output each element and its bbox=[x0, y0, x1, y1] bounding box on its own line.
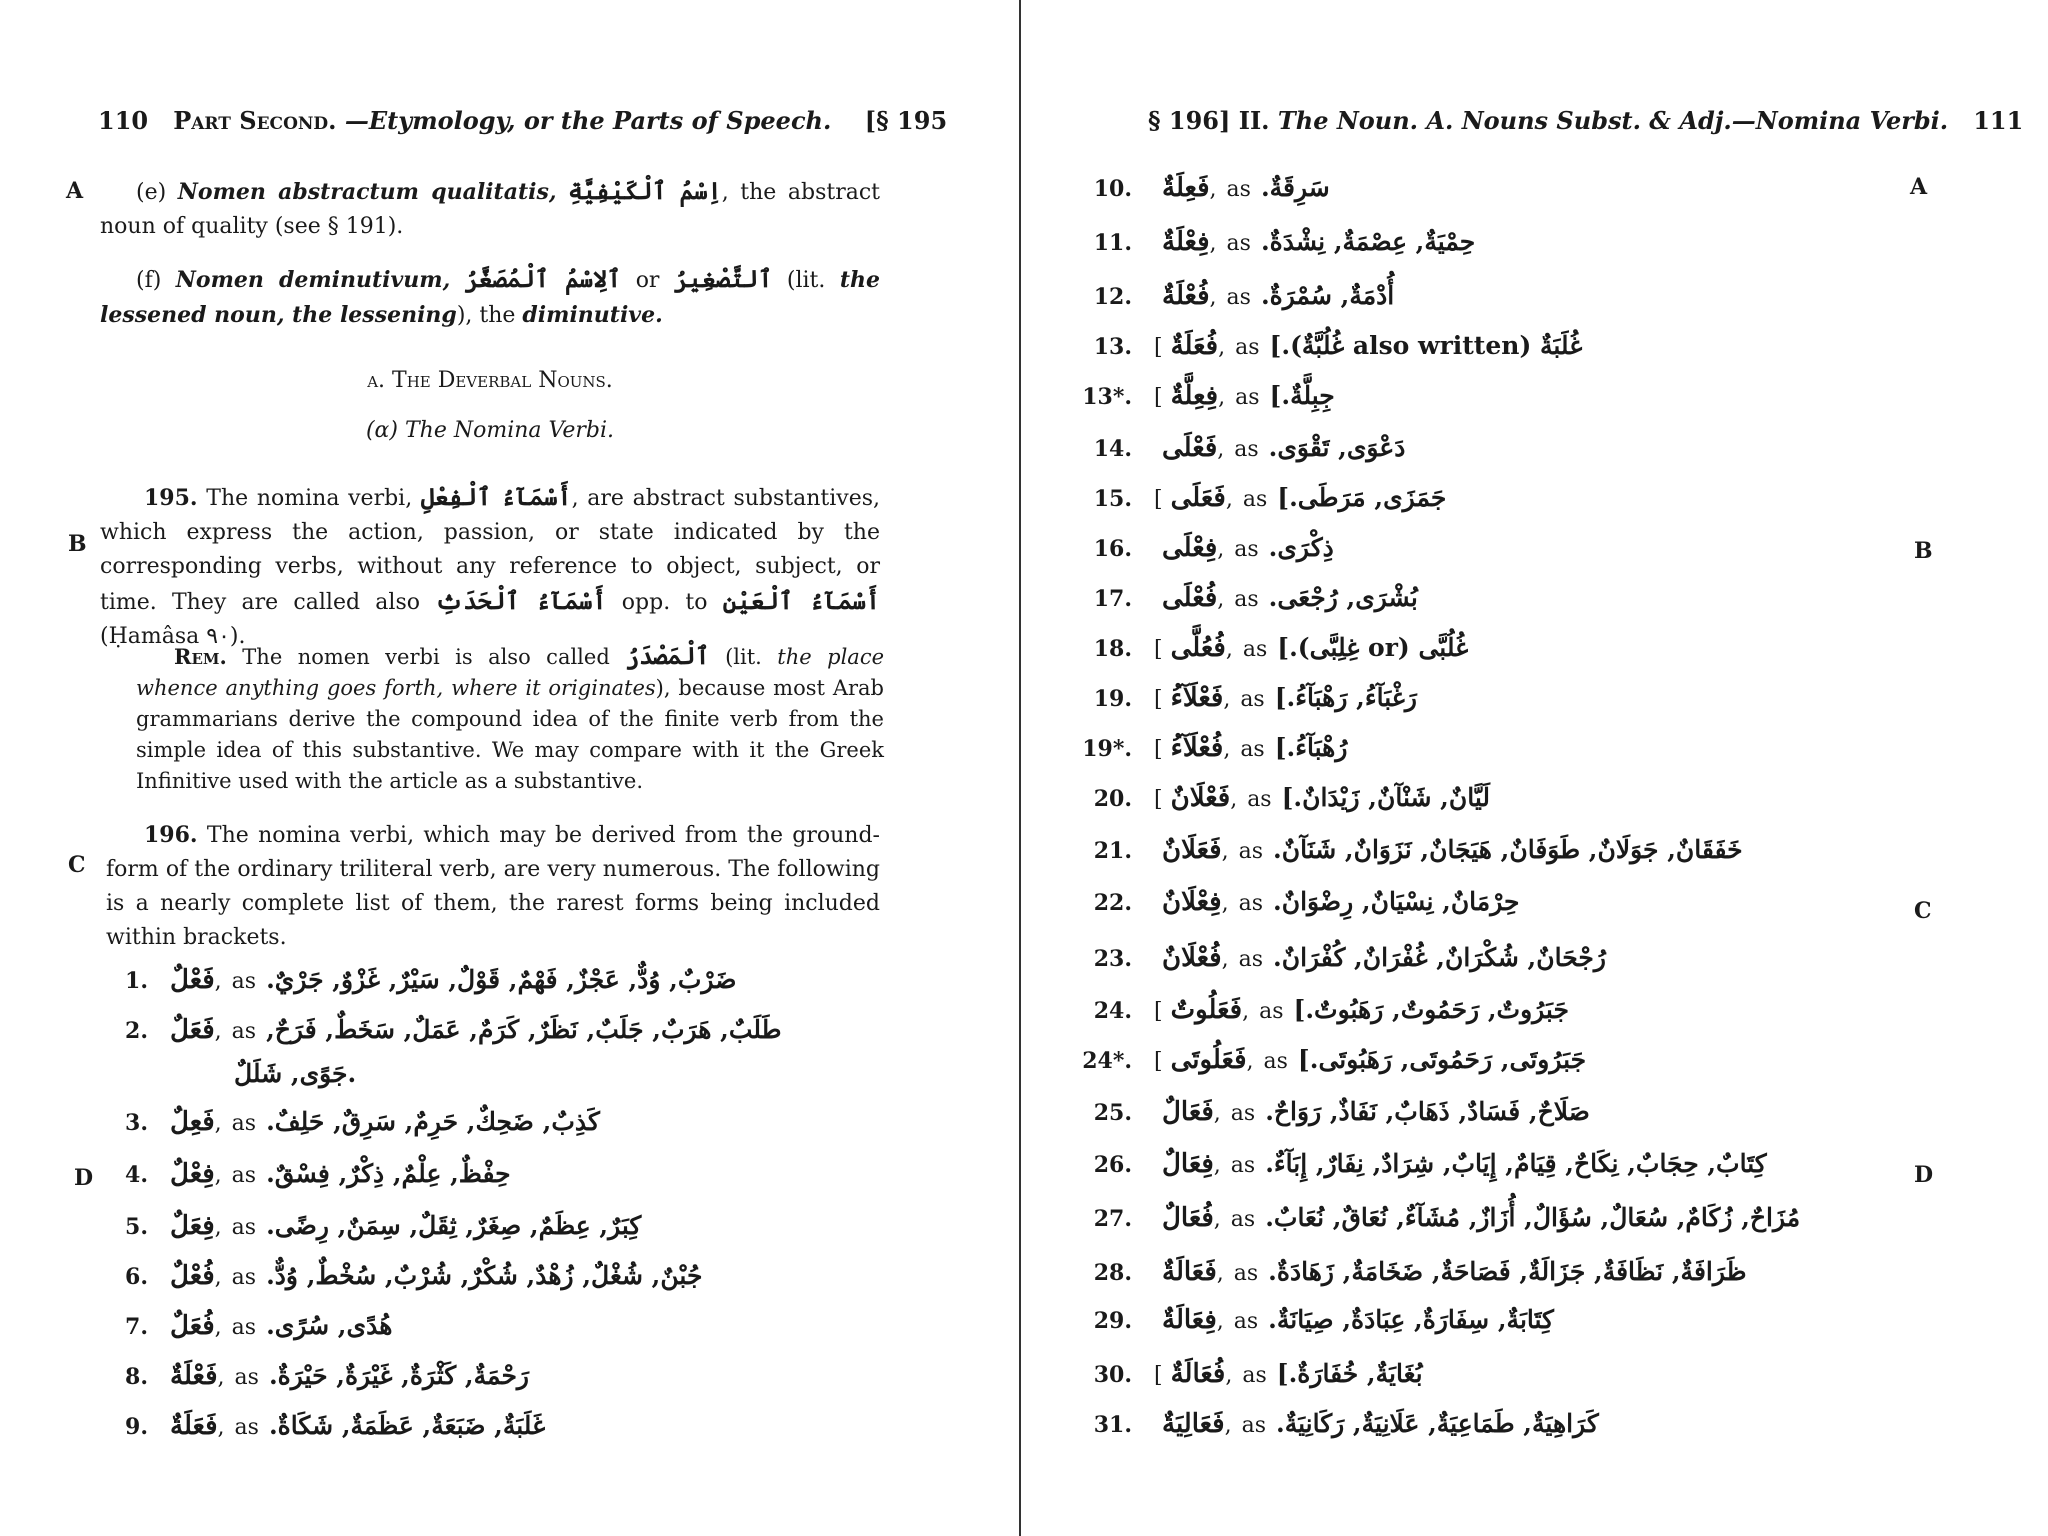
list-item-as: as bbox=[1242, 487, 1268, 512]
list-item-pattern: فُعَالٌ bbox=[1162, 1203, 1214, 1233]
list-item-bracket: [ bbox=[1154, 999, 1163, 1024]
right-running-head bbox=[1148, 106, 2023, 135]
list-item-bracket: [ bbox=[1154, 385, 1163, 410]
list-item-pattern: فِعْلَانٌ bbox=[1162, 887, 1222, 917]
para-f-lit: (lit. bbox=[786, 268, 826, 293]
list-item-number: 30. bbox=[1093, 1362, 1132, 1388]
list-item-continuation: جَوًى, شَلَلٌ. bbox=[234, 1059, 357, 1088]
list-item-number: 2. bbox=[125, 1018, 148, 1044]
list-item-examples: مُزَاحٌ, زُكَامٌ, سُعَالٌ, سُؤَالٌ, أُزَازٌ, مُشَآءٌ, نُعَاقٌ, نُعَابٌ. bbox=[1265, 1203, 1801, 1232]
list-item-number: 21. bbox=[1093, 838, 1132, 864]
para-e-latin: Nomen abstractum qualitatis, bbox=[177, 179, 557, 205]
list-item-examples: جَمَزَى, مَرَطَى.] bbox=[1277, 483, 1447, 512]
left-margin-letter-c: C bbox=[68, 852, 86, 878]
para-e-rest: , the abstract noun of quality (see § 191). bbox=[100, 180, 881, 239]
para-196-number: 196. bbox=[144, 822, 198, 848]
list-item: 19*. [ فُعْلَآءُ, as رُهْبَآءُ.] bbox=[1070, 728, 1347, 768]
left-part-label: Part Second. bbox=[173, 106, 337, 135]
para-f-lit-italic: the lessened noun, the lessening bbox=[100, 267, 880, 328]
list-item: 17. فُعْلَى, as بُشْرَى, رُجْعَى. bbox=[1070, 578, 1418, 618]
list-item-number: 15. bbox=[1093, 486, 1132, 512]
left-section-ref: [§ 195 bbox=[864, 106, 948, 135]
list-item-number: 4. bbox=[125, 1162, 148, 1188]
list-item-examples: دَعْوَى, تَقْوَى. bbox=[1268, 433, 1406, 462]
remark-arabic: ٱلْمَصْدَرُ bbox=[625, 641, 710, 670]
list-item-examples: رَحْمَةٌ, كَثْرَةٌ, غَيْرَةٌ, حَيْرَةٌ. bbox=[268, 1361, 529, 1390]
right-margin-letter-b: B bbox=[1914, 538, 1933, 564]
list-item-pattern: فَعْلَةٌ bbox=[170, 1361, 218, 1391]
list-item-pattern: فِعِلَّةٌ bbox=[1170, 381, 1219, 411]
left-margin-letter-a: A bbox=[66, 178, 84, 204]
right-margin-letter-c: C bbox=[1914, 898, 1932, 924]
list-item: 18. [ فُعُلَّى, as غُلُبَّى (or غِلِبَّى).] bbox=[1070, 628, 1468, 668]
right-margin-letter-d: D bbox=[1914, 1162, 1934, 1188]
list-item-examples: حِفْظٌ, عِلْمٌ, ذِكْرٌ, فِسْقٌ. bbox=[266, 1159, 511, 1188]
list-item-examples: ظَرَافَةٌ, نَظَافَةٌ, جَزَالَةٌ, فَصَاحَةٌ, ضَخَامَةٌ, زَهَادَةٌ. bbox=[1268, 1257, 1747, 1286]
list-item-pattern: فُعَلَةٌ bbox=[1170, 331, 1219, 361]
list-item: 31. فَعَالِيَةٌ, as كَرَاهِيَةٌ, طَمَاعِيَةٌ, عَلَانِيَةٌ, رَكَانِيَةٌ. bbox=[1070, 1404, 1599, 1444]
list-item: 8. فَعْلَةٌ, as رَحْمَةٌ, كَثْرَةٌ, غَيْرَةٌ, حَيْرَةٌ. bbox=[86, 1356, 529, 1396]
list-item: 11. فِعْلَةٌ, as حِمْيَةٌ, عِصْمَةٌ, نِشْدَةٌ. bbox=[1070, 222, 1475, 262]
list-item-pattern: فُعْلٌ bbox=[170, 1261, 215, 1291]
list-item: 25. فَعَالٌ, as صَلَاحٌ, فَسَادٌ, ذَهَابٌ, نَفَاذٌ, رَوَاحٌ. bbox=[1070, 1092, 1590, 1132]
list-item-number: 19. bbox=[1093, 686, 1132, 712]
list-item-bracket: [ bbox=[1154, 1363, 1163, 1388]
right-title: The Noun. A. Nouns Subst. & Adj.—Nomina Verbi. bbox=[1277, 106, 1949, 135]
para-e-arabic: اِسْمُ ٱلْكَيْفِيَّةِ bbox=[568, 176, 722, 205]
remark-lit-italic: the place whence anything goes forth, where it originates bbox=[136, 645, 885, 700]
list-item: 21. فَعَلَانٌ, as خَفَقَانٌ, جَوَلَانٌ, طَوَفَانٌ, هَيَجَانٌ, نَزَوَانٌ, شَنَآنٌ. bbox=[1070, 830, 1743, 870]
list-item-as: as bbox=[1226, 285, 1251, 310]
list-item: 4. فِعْلٌ, as حِفْظٌ, عِلْمٌ, ذِكْرٌ, فِسْقٌ. bbox=[86, 1154, 511, 1194]
right-chapter: II. bbox=[1238, 106, 1270, 135]
list-item-examples: غَلَبَةٌ, ضَبَعَةٌ, عَظَمَةٌ, شَكَاةٌ. bbox=[268, 1411, 546, 1440]
para-f-label: (f) bbox=[136, 268, 162, 293]
list-item-examples: كَرَاهِيَةٌ, طَمَاعِيَةٌ, عَلَانِيَةٌ, رَكَانِيَةٌ. bbox=[1276, 1409, 1599, 1438]
list-item-pattern: فِعَلٌ bbox=[170, 1211, 215, 1241]
list-item-as: as bbox=[1230, 1207, 1256, 1232]
list-item-number: 10. bbox=[1093, 176, 1132, 202]
list-item-number: 3. bbox=[125, 1110, 148, 1136]
list-item-bracket: [ bbox=[1154, 1049, 1163, 1074]
list-item-examples: كِتَابٌ, حِجَابٌ, نِكَاحٌ, قِيَامٌ, إِيَابٌ, شِرَادٌ, نِفَارٌ, إِبَآءٌ. bbox=[1265, 1149, 1767, 1178]
right-section-ref: § 196] bbox=[1148, 106, 1231, 135]
list-item-number: 13. bbox=[1093, 334, 1132, 360]
para-195-number: 195. bbox=[144, 485, 198, 511]
list-item-number: 11. bbox=[1093, 230, 1132, 256]
remark-label: Rem. bbox=[174, 644, 227, 669]
list-item: 30. [ فُعَالَةٌ, as بُغَايَةٌ, خُفَارَةٌ.] bbox=[1070, 1354, 1423, 1394]
list-item: 7. فُعَلٌ, as هُدًى, سُرًى. bbox=[86, 1306, 392, 1346]
list-item-pattern: فَعِلٌ bbox=[170, 1107, 215, 1137]
list-item: 3. فَعِلٌ, as كَذِبٌ, ضَحِكٌ, حَرِمٌ, سَرِقٌ, حَلِفٌ. bbox=[86, 1102, 600, 1142]
list-item-number: 5. bbox=[125, 1214, 148, 1240]
list-item: 20. [ فَعْلَانٌ, as لَيَّانٌ, شَنْآنٌ, زَيْدَانٌ.] bbox=[1070, 778, 1490, 818]
list-item-as: as bbox=[231, 1215, 257, 1240]
list-item-number: 20. bbox=[1093, 786, 1132, 812]
list-item: 28. فَعَالَةٌ, as ظَرَافَةٌ, نَظَافَةٌ, جَزَالَةٌ, فَصَاحَةٌ, ضَخَامَةٌ, زَهَادَةٌ. bbox=[1070, 1252, 1747, 1292]
list-item-examples: حِمْيَةٌ, عِصْمَةٌ, نِشْدَةٌ. bbox=[1260, 227, 1476, 256]
remark-text-3: ), because most Arab grammarians derive the compound idea of the finite verb from the simple idea of this substantive. We may compare with it the Greek Infinitive used with the article as a substantive. bbox=[136, 676, 885, 793]
list-item-examples: هُدًى, سُرًى. bbox=[266, 1311, 393, 1340]
book-gutter bbox=[1019, 0, 1021, 1536]
list-item-examples: جُبْنٌ, شُغْلٌ, زُهْدٌ, شُكْرٌ, شُرْبٌ, سُخْطٌ, وُدٌّ. bbox=[266, 1261, 703, 1290]
list-item-number: 16. bbox=[1093, 536, 1132, 562]
list-item: 29. فِعَالَةٌ, as كِتَابَةٌ, سِفَارَةٌ, عِبَادَةٌ, صِيَانَةٌ. bbox=[1070, 1300, 1554, 1340]
list-item-as: as bbox=[1233, 1309, 1259, 1334]
list-item-number: 18. bbox=[1093, 636, 1132, 662]
list-item-pattern: فُعُلَّى bbox=[1170, 633, 1226, 663]
list-item-as: as bbox=[1234, 537, 1259, 562]
list-item-as: as bbox=[1259, 999, 1284, 1024]
list-item-pattern: فُعَالَةٌ bbox=[1170, 1359, 1226, 1389]
list-item-as: as bbox=[231, 1265, 257, 1290]
list-item-examples: خَفَقَانٌ, جَوَلَانٌ, طَوَفَانٌ, هَيَجَانٌ, نَزَوَانٌ, شَنَآنٌ. bbox=[1273, 835, 1743, 864]
list-item-examples: بُغَايَةٌ, خُفَارَةٌ.] bbox=[1276, 1359, 1423, 1388]
list-item-pattern: فَعَلُوتٌ bbox=[1170, 995, 1243, 1025]
list-item-as: as bbox=[1230, 1153, 1256, 1178]
list-item-number: 22. bbox=[1093, 890, 1132, 916]
right-page-number: 111 bbox=[1973, 106, 2024, 135]
list-item-pattern: فِعْلَى bbox=[1162, 533, 1218, 563]
list-item-number: 19*. bbox=[1082, 736, 1132, 762]
list-item-examples: جِبِلَّةٌ.] bbox=[1269, 381, 1335, 410]
list-item: 23. فُعْلَانٌ, as رُجْحَانٌ, شُكْرَانٌ, غُفْرَانٌ, كُفْرَانٌ. bbox=[1070, 938, 1606, 978]
list-item: 1. فَعْلٌ, as ضَرْبٌ, وُدٌّ, عَجْزٌ, فَهْمٌ, قَوْلٌ, سَيْرٌ, غَزْوٌ, جَرْيٌ. bbox=[86, 960, 736, 1000]
list-item-number: 25. bbox=[1093, 1100, 1132, 1126]
list-item-examples: ذِكْرَى. bbox=[1268, 533, 1334, 562]
para-195-text-2: , are abstract substantives, which express the action, passion, or state indicated by the corresponding verbs, without any reference to object, subject, or time. They are called also bbox=[100, 486, 881, 615]
list-item-as: as bbox=[231, 1163, 257, 1188]
remark-text-2: (lit. bbox=[725, 645, 762, 669]
list-item: 14. فَعْلَى, as دَعْوَى, تَقْوَى. bbox=[1070, 428, 1405, 468]
list-item-bracket: [ bbox=[1154, 637, 1163, 662]
list-item-examples: كِبَرٌ, عِظَمٌ, صِغَرٌ, ثِقَلٌ, سِمَنٌ, رِضًى. bbox=[266, 1211, 642, 1240]
list-item-bracket: [ bbox=[1154, 487, 1163, 512]
list-item-as: as bbox=[1240, 687, 1265, 712]
left-page bbox=[0, 0, 1018, 1536]
list-item: 19. [ فَعْلَآءُ, as رَغْبَآءُ, رَهْبَآءُ.] bbox=[1070, 678, 1417, 718]
para-f-or: or bbox=[635, 268, 660, 293]
list-item-as: as bbox=[1226, 177, 1251, 202]
list-item-as: as bbox=[1235, 335, 1260, 360]
list-item-number: 26. bbox=[1093, 1152, 1132, 1178]
list-item-examples: جَبَرُوتٌ, رَحَمُوتٌ, رَهَبُوتٌ.] bbox=[1293, 995, 1569, 1024]
list-item-bracket: [ bbox=[1154, 737, 1163, 762]
list-item-pattern: فَعْلَآءُ bbox=[1170, 683, 1224, 713]
list-item-examples: طَلَبٌ, هَرَبٌ, جَلَبٌ, نَظَرٌ, كَرَمٌ, عَمَلٌ, سَخَطٌ, فَرَحٌ, bbox=[266, 1015, 782, 1044]
list-item-as: as bbox=[1235, 385, 1260, 410]
list-item-as: as bbox=[1230, 1101, 1256, 1126]
list-item-as: as bbox=[1226, 231, 1251, 256]
list-item-as: as bbox=[1234, 587, 1259, 612]
list-item-as: as bbox=[1263, 1049, 1288, 1074]
list-item-number: 7. bbox=[125, 1314, 148, 1340]
list-item-bracket: [ bbox=[1154, 335, 1163, 360]
list-item-examples: كَذِبٌ, ضَحِكٌ, حَرِمٌ, سَرِقٌ, حَلِفٌ. bbox=[266, 1107, 600, 1136]
list-item-pattern: فَعْلَانٌ bbox=[1170, 783, 1231, 813]
list-item-examples: جَبَرُوتَى, رَحَمُوتَى, رَهَبُوتَى.] bbox=[1297, 1045, 1587, 1074]
list-item: 13. [ فُعَلَةٌ, as غُلَبَةٌ (also written غُلُبَّةٌ).] bbox=[1070, 326, 1582, 366]
list-item: 6. فُعْلٌ, as جُبْنٌ, شُغْلٌ, زُهْدٌ, شُكْرٌ, شُرْبٌ, سُخْطٌ, وُدٌّ. bbox=[86, 1256, 702, 1296]
list-item-as: as bbox=[1238, 947, 1263, 972]
list-item-pattern: فَعَالِيَةٌ bbox=[1162, 1409, 1225, 1439]
list-item-pattern: فَعَالٌ bbox=[1162, 1097, 1214, 1127]
list-item-examples: كِتَابَةٌ, سِفَارَةٌ, عِبَادَةٌ, صِيَانَةٌ. bbox=[1268, 1305, 1554, 1334]
list-item-examples: رُهْبَآءُ.] bbox=[1274, 733, 1348, 762]
para-196-text: The nomina verbi, which may be derived from the ground-form of the ordinary triliteral verb, are very numerous. The following is a nearly complete list of them, the rarest forms being included within brackets. bbox=[106, 823, 880, 950]
list-item-examples: صَلَاحٌ, فَسَادٌ, ذَهَابٌ, نَفَاذٌ, رَوَاحٌ. bbox=[1265, 1097, 1590, 1126]
paragraph-195 bbox=[100, 480, 880, 654]
list-item: 10. فَعِلَةٌ, as سَرِقَةٌ. bbox=[1070, 168, 1330, 208]
list-item-examples: ضَرْبٌ, وُدٌّ, عَجْزٌ, فَهْمٌ, قَوْلٌ, سَيْرٌ, غَزْوٌ, جَرْيٌ. bbox=[266, 965, 737, 994]
list-item-pattern: فَعَلٌ bbox=[170, 1015, 215, 1045]
paragraph-196 bbox=[106, 818, 880, 955]
list-item-as: as bbox=[231, 1315, 257, 1340]
para-f-arabic-1: ٱلِاسْمُ ٱلْمُصَغَّرُ bbox=[464, 264, 622, 293]
list-item-as: as bbox=[1242, 1363, 1267, 1388]
list-item-examples: لَيَّانٌ, شَنْآنٌ, زَيْدَانٌ.] bbox=[1281, 783, 1491, 812]
list-item: 24. [ فَعَلُوتٌ, as جَبَرُوتٌ, رَحَمُوتٌ, رَهَبُوتٌ.] bbox=[1070, 990, 1569, 1030]
list-item-number: 23. bbox=[1093, 946, 1132, 972]
para-195-text-4: (Ḥamâsa ٩٠). bbox=[100, 624, 246, 649]
list-item-pattern: فَعْلٌ bbox=[170, 965, 215, 995]
list-item-as: as bbox=[1233, 1261, 1259, 1286]
list-item-pattern: فَعَالَةٌ bbox=[1162, 1257, 1217, 1287]
list-item-examples: بُشْرَى, رُجْعَى. bbox=[1268, 583, 1418, 612]
heading-deverbal-nouns: a. The Deverbal Nouns. bbox=[367, 368, 613, 393]
para-f-arabic-2: ٱلتَّصْغِيرُ bbox=[673, 264, 773, 293]
list-item-number: 14. bbox=[1093, 436, 1132, 462]
left-page-number: 110 bbox=[98, 106, 149, 135]
list-item-pattern: فَعْلَى bbox=[1162, 433, 1218, 463]
list-item-bracket: [ bbox=[1154, 787, 1163, 812]
list-item-as: as bbox=[1234, 437, 1259, 462]
paragraph-e bbox=[100, 174, 880, 244]
list-item: 15. [ فَعَلَى, as جَمَزَى, مَرَطَى.] bbox=[1070, 478, 1446, 518]
para-f-end: diminutive. bbox=[522, 302, 663, 328]
para-195-arabic-3: أَسْمَآءُ ٱلْعَيْنِ bbox=[722, 586, 881, 615]
list-item: 27. فُعَالٌ, as مُزَاحٌ, زُكَامٌ, سُعَالٌ, سُؤَالٌ, أُزَازٌ, مُشَآءٌ, نُعَاقٌ, نُعَابٌ. bbox=[1070, 1198, 1800, 1238]
list-item-examples: سَرِقَةٌ. bbox=[1260, 173, 1330, 202]
list-item-bracket: [ bbox=[1154, 687, 1163, 712]
list-item-number: 6. bbox=[125, 1264, 148, 1290]
list-item-pattern: فُعْلَانٌ bbox=[1162, 943, 1222, 973]
list-item-number: 13*. bbox=[1082, 384, 1132, 410]
list-item-pattern: فُعَلٌ bbox=[170, 1311, 215, 1341]
list-item-number: 27. bbox=[1093, 1206, 1132, 1232]
list-item: 22. فِعْلَانٌ, as حِرْمَانٌ, نِسْيَانٌ, رِضْوَانٌ. bbox=[1070, 882, 1519, 922]
para-195-arabic-1: أَسْمَآءُ ٱلْفِعْلِ bbox=[420, 482, 572, 511]
list-item: 12. فُعْلَةٌ, as أُدْمَةٌ, سُمْرَةٌ. bbox=[1070, 276, 1394, 316]
list-item-number: 8. bbox=[125, 1364, 148, 1390]
list-item-number: 28. bbox=[1093, 1260, 1132, 1286]
list-item-examples: حِرْمَانٌ, نِسْيَانٌ, رِضْوَانٌ. bbox=[1273, 887, 1520, 916]
remark-text-1: The nomen verbi is also called bbox=[242, 645, 610, 669]
list-item: 5. فِعَلٌ, as كِبَرٌ, عِظَمٌ, صِغَرٌ, ثِقَلٌ, سِمَنٌ, رِضًى. bbox=[86, 1206, 641, 1246]
list-item-as: as bbox=[1247, 787, 1272, 812]
list-item-pattern: فُعْلَآءُ bbox=[1170, 733, 1224, 763]
list-item: 9. فَعَلَةٌ, as غَلَبَةٌ, ضَبَعَةٌ, عَظَمَةٌ, شَكَاةٌ. bbox=[86, 1406, 545, 1446]
list-item-pattern: فُعْلَى bbox=[1162, 583, 1218, 613]
list-item-as: as bbox=[1242, 637, 1268, 662]
list-item-pattern: فِعْلٌ bbox=[170, 1159, 215, 1189]
para-e-label: (e) bbox=[136, 180, 167, 205]
left-subject: —Etymology, or the Parts of Speech. bbox=[344, 106, 832, 135]
right-margin-letter-a: A bbox=[1910, 174, 1928, 200]
list-item-examples: رُجْحَانٌ, شُكْرَانٌ, غُفْرَانٌ, كُفْرَانٌ. bbox=[1273, 943, 1606, 972]
list-item-pattern: فَعَلَةٌ bbox=[170, 1411, 218, 1441]
list-item-number: 17. bbox=[1093, 586, 1132, 612]
left-running-head bbox=[98, 106, 947, 135]
list-item-as: as bbox=[1241, 1413, 1267, 1438]
left-margin-letter-d: D bbox=[74, 1165, 94, 1191]
left-margin-letter-b: B bbox=[68, 531, 87, 557]
list-item-pattern: فُعْلَةٌ bbox=[1162, 281, 1210, 311]
list-item: 26. فِعَالٌ, as كِتَابٌ, حِجَابٌ, نِكَاحٌ, قِيَامٌ, إِيَابٌ, شِرَادٌ, نِفَارٌ, إِبَآءٌ. bbox=[1070, 1144, 1767, 1184]
list-item-pattern: فَعَلُوتَى bbox=[1170, 1045, 1247, 1075]
list-item-as: as bbox=[231, 1111, 257, 1136]
list-item: 2. فَعَلٌ, as طَلَبٌ, هَرَبٌ, جَلَبٌ, نَظَرٌ, كَرَمٌ, عَمَلٌ, سَخَطٌ, فَرَحٌ, bbox=[86, 1010, 782, 1050]
paragraph-f bbox=[100, 262, 880, 333]
list-item: 16. فِعْلَى, as ذِكْرَى. bbox=[1070, 528, 1334, 568]
list-item-as: as bbox=[1238, 891, 1263, 916]
list-item-number: 31. bbox=[1093, 1412, 1132, 1438]
right-page bbox=[1026, 0, 2048, 1536]
list-item-number: 12. bbox=[1093, 284, 1132, 310]
list-item-examples: غُلُبَّى (or غِلِبَّى).] bbox=[1277, 633, 1469, 662]
remark bbox=[136, 640, 884, 797]
list-item-pattern: فِعَالَةٌ bbox=[1162, 1305, 1217, 1335]
list-item-pattern: فَعَلَى bbox=[1170, 483, 1226, 513]
list-item-as: as bbox=[234, 1415, 259, 1440]
list-item-number: 9. bbox=[125, 1414, 148, 1440]
list-item: 13*. [ فِعِلَّةٌ, as جِبِلَّةٌ.] bbox=[1070, 376, 1335, 416]
heading-nomina-verbi: (α) The Nomina Verbi. bbox=[365, 418, 615, 443]
list-item-as: as bbox=[1240, 737, 1265, 762]
list-item-number: 29. bbox=[1093, 1308, 1132, 1334]
list-item: 24*. [ فَعَلُوتَى, as جَبَرُوتَى, رَحَمُوتَى, رَهَبُوتَى.] bbox=[1070, 1040, 1586, 1080]
list-item-pattern: فَعَلَانٌ bbox=[1162, 835, 1222, 865]
list-item-number: 1. bbox=[125, 968, 148, 994]
para-195-text-3: opp. to bbox=[621, 590, 708, 615]
para-195-text-1: The nomina verbi, bbox=[206, 486, 413, 511]
list-item-pattern: فَعِلَةٌ bbox=[1162, 173, 1210, 203]
list-item-as: as bbox=[231, 969, 257, 994]
list-item-pattern: فِعْلَةٌ bbox=[1162, 227, 1210, 257]
list-item-as: as bbox=[231, 1019, 257, 1044]
list-item-number: 24*. bbox=[1082, 1048, 1132, 1074]
para-f-rest: ), the bbox=[456, 303, 516, 328]
para-f-latin: Nomen deminutivum, bbox=[175, 267, 451, 293]
list-item-pattern: فِعَالٌ bbox=[1162, 1149, 1214, 1179]
list-item-examples: أُدْمَةٌ, سُمْرَةٌ. bbox=[1260, 281, 1395, 310]
list-item-examples: غُلَبَةٌ (also written غُلُبَّةٌ).] bbox=[1269, 331, 1583, 360]
list-item-examples: رَغْبَآءُ, رَهْبَآءُ.] bbox=[1274, 683, 1417, 712]
para-195-arabic-2: أَسْمَآءُ ٱلْحَدَثِ bbox=[435, 586, 607, 615]
list-item-number: 24. bbox=[1093, 998, 1132, 1024]
list-item-as: as bbox=[1238, 839, 1263, 864]
list-item-as: as bbox=[234, 1365, 259, 1390]
